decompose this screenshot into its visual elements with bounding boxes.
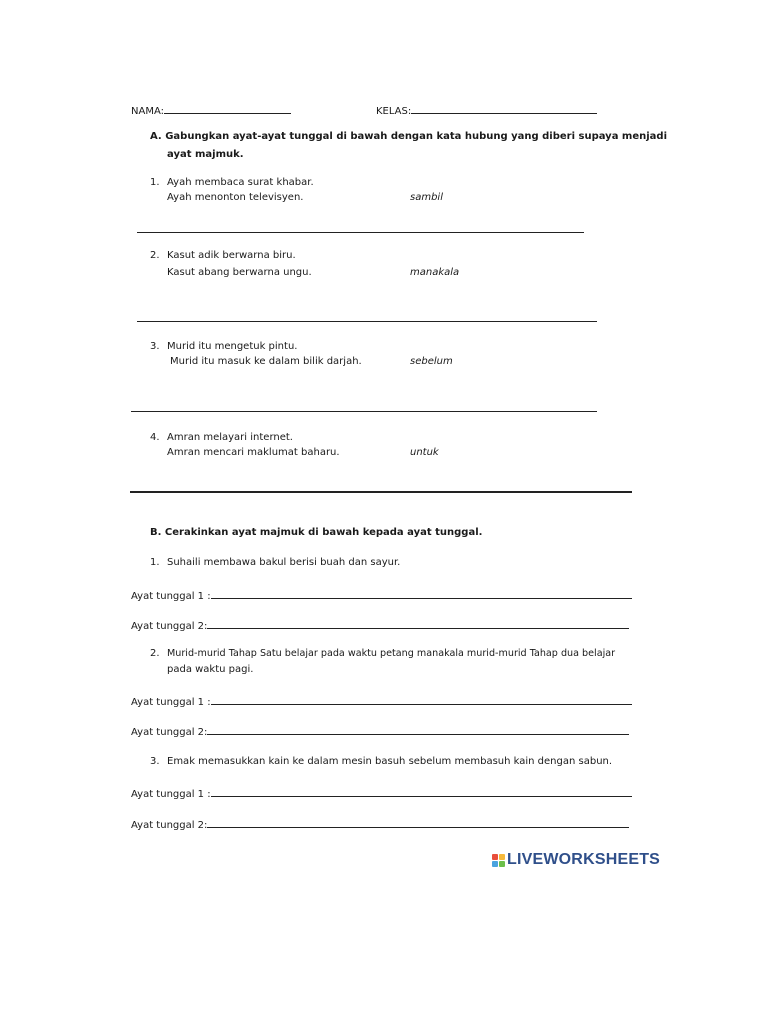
question-text-cont: pada waktu pagi. <box>167 664 254 675</box>
answer-label: Ayat tunggal 1 : <box>131 591 211 602</box>
sentence-line: Kasut abang berwarna ungu. <box>167 267 312 278</box>
answer-label: Ayat tunggal 1 : <box>131 697 211 708</box>
answer-row <box>131 817 629 831</box>
sentence-line: Ayah menonton televisyen. <box>167 192 304 203</box>
question-number: 3. <box>150 341 160 352</box>
answer-line[interactable] <box>137 232 584 233</box>
answer-label: Ayat tunggal 1 : <box>131 789 211 800</box>
logo-text: LIVEWORKSHEETS <box>507 851 661 868</box>
logo-grid-icon <box>492 854 505 867</box>
name-label: NAMA: <box>131 103 291 117</box>
logo-square <box>492 854 498 860</box>
answer-row <box>131 588 632 602</box>
answer-label: Ayat tunggal 2: <box>131 727 208 738</box>
question-text: Suhaili membawa bakul berisi buah dan sayur. <box>167 557 401 568</box>
question-number: 2. <box>150 250 160 261</box>
conjunction: untuk <box>410 447 439 458</box>
conjunction: sambil <box>410 192 443 203</box>
section-a-instruction: A. Gabungkan ayat-ayat tunggal di bawah dengan kata hubung yang diberi supaya menjadi <box>150 131 668 142</box>
answer-row <box>131 786 632 800</box>
class-field[interactable] <box>411 103 597 114</box>
question-number: 3. <box>150 756 160 767</box>
answer-row <box>131 618 629 632</box>
logo-square <box>499 861 505 867</box>
sentence-line: Murid itu masuk ke dalam bilik darjah. <box>170 356 362 367</box>
sentence-line: Amran melayari internet. <box>167 432 293 443</box>
question-number: 2. <box>150 648 160 659</box>
conjunction: sebelum <box>410 356 453 367</box>
answer-line[interactable] <box>131 411 597 412</box>
question-number: 4. <box>150 432 160 443</box>
question-number: 1. <box>150 177 160 188</box>
answer-field[interactable] <box>211 588 632 599</box>
liveworksheets-logo <box>492 851 660 869</box>
logo-square <box>499 854 505 860</box>
sentence-line: Murid itu mengetuk pintu. <box>167 341 298 352</box>
section-a-instruction-cont: ayat majmuk. <box>167 149 244 160</box>
sentence-line: Amran mencari maklumat baharu. <box>167 447 340 458</box>
answer-field[interactable] <box>211 694 632 705</box>
answer-label: Ayat tunggal 2: <box>131 621 208 632</box>
answer-row <box>131 694 632 708</box>
answer-field[interactable] <box>207 618 629 629</box>
conjunction: manakala <box>410 267 460 278</box>
question-number: 1. <box>150 557 160 568</box>
logo-square <box>492 861 498 867</box>
name-field[interactable] <box>164 103 291 114</box>
sentence-line: Kasut adik berwarna biru. <box>167 250 296 261</box>
answer-line[interactable] <box>137 321 597 322</box>
answer-field[interactable] <box>211 786 632 797</box>
answer-field[interactable] <box>207 724 629 735</box>
question-text: Emak memasukkan kain ke dalam mesin basuh sebelum membasuh kain dengan sabun. <box>167 756 613 767</box>
class-label: KELAS: <box>376 103 597 117</box>
section-b-instruction: B. Cerakinkan ayat majmuk di bawah kepada ayat tunggal. <box>150 527 483 538</box>
answer-field[interactable] <box>207 817 629 828</box>
answer-label: Ayat tunggal 2: <box>131 820 208 831</box>
section-divider <box>130 491 632 493</box>
sentence-line: Ayah membaca surat khabar. <box>167 177 314 188</box>
answer-row <box>131 724 629 738</box>
question-text: Murid-murid Tahap Satu belajar pada waktu petang manakala murid-murid Tahap dua belajar <box>167 648 616 659</box>
